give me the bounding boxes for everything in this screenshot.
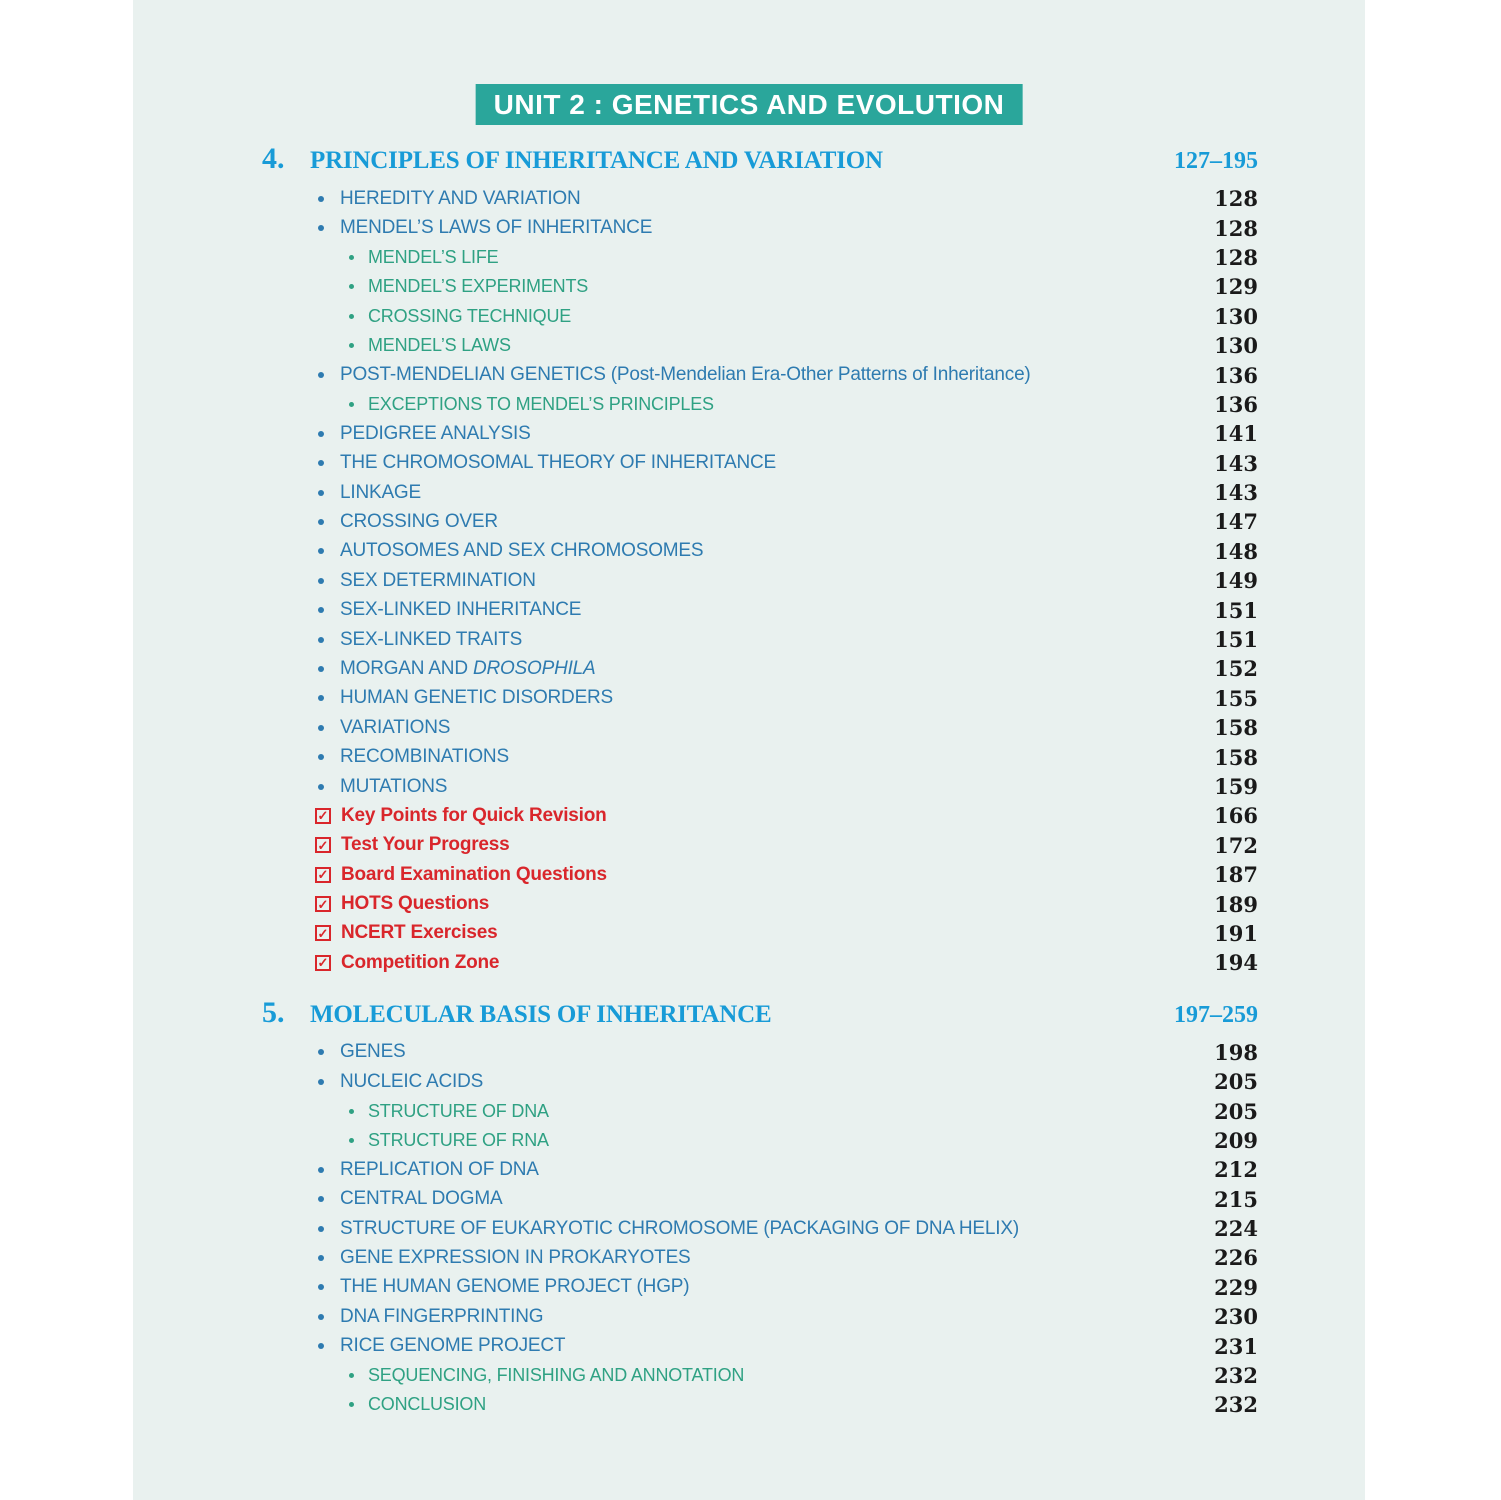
toc-row	[133, 948, 1365, 977]
toc-row-page: 209	[1214, 1127, 1258, 1153]
toc-row-page: 155	[1214, 685, 1258, 711]
toc-row-label: RICE GENOME PROJECT	[340, 1335, 566, 1357]
toc-row	[133, 1155, 1365, 1184]
toc-row	[133, 1038, 1365, 1067]
toc-row	[133, 625, 1365, 654]
toc-row	[133, 1214, 1365, 1243]
toc-row-label: Board Examination Questions	[341, 863, 607, 885]
toc-row-page: 128	[1214, 186, 1258, 212]
toc-row-label: Key Points for Quick Revision	[341, 804, 607, 826]
dot-bullet-icon	[318, 637, 324, 643]
dot-bullet-icon	[318, 725, 324, 731]
toc-row-page: 143	[1214, 450, 1258, 476]
toc-row-page: 187	[1214, 862, 1258, 888]
toc-row-page: 224	[1214, 1216, 1258, 1242]
dot-bullet-icon	[318, 666, 324, 672]
toc-row-label: NUCLEIC ACIDS	[340, 1070, 484, 1092]
checked-checkbox-icon: ✓	[315, 955, 331, 971]
toc-row-label: MENDEL’S EXPERIMENTS	[368, 276, 589, 297]
toc-row-label-italic: DROSOPHILA	[472, 657, 596, 679]
checked-checkbox-icon: ✓	[315, 837, 331, 853]
toc-row	[133, 184, 1365, 213]
toc-row	[133, 243, 1365, 272]
toc-row-page: 147	[1214, 509, 1258, 535]
unit-banner	[476, 84, 1023, 125]
toc-row	[133, 772, 1365, 801]
dot-bullet-icon	[318, 519, 324, 525]
checked-checkbox-icon: ✓	[315, 867, 331, 883]
toc-row-label: DNA FINGERPRINTING	[340, 1305, 544, 1327]
toc-row-page: 198	[1214, 1039, 1258, 1065]
chapter-page-range: 127–195	[1174, 148, 1258, 174]
dot-bullet-icon	[318, 460, 324, 466]
toc-row-label: HUMAN GENETIC DISORDERS	[340, 687, 614, 709]
toc-row	[133, 1185, 1365, 1214]
toc-row-page: 128	[1214, 244, 1258, 270]
toc-row-page: 194	[1214, 950, 1258, 976]
chapter-section	[133, 996, 1365, 1420]
toc-row	[133, 390, 1365, 419]
book-page	[133, 0, 1365, 1500]
toc-row-label: STRUCTURE OF DNA	[368, 1100, 549, 1121]
chapter-number: 5.	[262, 995, 285, 1029]
chapter-section	[133, 142, 1365, 978]
toc-row	[133, 595, 1365, 624]
toc-row-page: 231	[1214, 1333, 1258, 1359]
toc-row	[133, 1243, 1365, 1272]
toc-row-label: MENDEL’S LAWS	[368, 335, 511, 356]
toc-row-label: MUTATIONS	[340, 775, 448, 797]
toc-row-page: 226	[1214, 1245, 1258, 1271]
toc-row-page: 148	[1214, 538, 1258, 564]
toc-row	[133, 1302, 1365, 1331]
chapter-page-range: 197–259	[1174, 1001, 1258, 1028]
toc-row	[133, 566, 1365, 595]
toc-row	[133, 1126, 1365, 1155]
dot-bullet-icon	[349, 343, 354, 348]
toc-row	[133, 302, 1365, 331]
toc-row	[133, 713, 1365, 742]
toc-row-page: 136	[1214, 391, 1258, 417]
toc-row-label: STRUCTURE OF EUKARYOTIC CHROMOSOME (PACKAGING OF DNA HELIX)	[340, 1217, 1019, 1239]
toc-row-label: NCERT Exercises	[341, 922, 498, 944]
dot-bullet-icon	[349, 1109, 354, 1114]
toc-row-page: 151	[1214, 597, 1258, 623]
dot-bullet-icon	[318, 1167, 324, 1173]
toc-row	[133, 831, 1365, 860]
toc-row-label: AUTOSOMES AND SEX CHROMOSOMES	[340, 540, 704, 562]
dot-bullet-icon	[318, 578, 324, 584]
toc-row-page: 172	[1214, 832, 1258, 858]
toc-row-label: Test Your Progress	[341, 834, 510, 856]
dot-bullet-icon	[318, 1049, 324, 1055]
checked-checkbox-icon: ✓	[315, 896, 331, 912]
toc-row-page: 130	[1214, 303, 1258, 329]
toc-row-page: 189	[1214, 891, 1258, 917]
toc-row	[133, 1067, 1365, 1096]
toc-row-page: 136	[1214, 362, 1258, 388]
toc-row-label: GENE EXPRESSION IN PROKARYOTES	[340, 1246, 691, 1268]
toc-row	[133, 1273, 1365, 1302]
toc-row	[133, 801, 1365, 830]
dot-bullet-icon	[318, 1079, 324, 1085]
toc-row-page: 230	[1214, 1304, 1258, 1330]
toc-row-label: EXCEPTIONS TO MENDEL’S PRINCIPLES	[368, 393, 714, 414]
unit-banner-label: UNIT 2 : GENETICS AND EVOLUTION	[493, 88, 1005, 120]
dot-bullet-icon	[318, 1226, 324, 1232]
toc-row	[133, 478, 1365, 507]
toc-row-label: SEX DETERMINATION	[340, 569, 536, 591]
toc-row	[133, 1361, 1365, 1390]
chapter-title: PRINCIPLES OF INHERITANCE AND VARIATION	[310, 147, 883, 174]
dot-bullet-icon	[318, 1314, 324, 1320]
toc-row-page: 229	[1214, 1274, 1258, 1300]
toc-row-page: 158	[1214, 715, 1258, 741]
toc-row-page: 205	[1214, 1069, 1258, 1095]
dot-bullet-icon	[318, 372, 324, 378]
dot-bullet-icon	[349, 1402, 354, 1407]
toc-row	[133, 889, 1365, 918]
toc-row-label: THE HUMAN GENOME PROJECT (HGP)	[340, 1276, 690, 1298]
chapter-topic-list	[133, 1038, 1365, 1420]
toc-row-page: 143	[1214, 480, 1258, 506]
toc-row-label: SEQUENCING, FINISHING AND ANNOTATION	[368, 1365, 745, 1386]
toc-row	[133, 1331, 1365, 1360]
toc-row-page: 205	[1214, 1098, 1258, 1124]
dot-bullet-icon	[349, 314, 354, 319]
toc-row-label: GENES	[340, 1041, 406, 1063]
toc-row-page: 232	[1214, 1363, 1258, 1389]
dot-bullet-icon	[349, 284, 354, 289]
toc-row-label: HEREDITY AND VARIATION	[340, 187, 581, 209]
toc-row-page: 141	[1214, 421, 1258, 447]
toc-row-page: 215	[1214, 1186, 1258, 1212]
dot-bullet-icon	[318, 225, 324, 231]
toc-row-page: 191	[1214, 920, 1258, 946]
toc-row-label: VARIATIONS	[340, 716, 451, 738]
toc-row-label: REPLICATION OF DNA	[340, 1158, 539, 1180]
toc-row	[133, 272, 1365, 301]
toc-row-label: MORGAN AND DROSOPHILA	[340, 657, 596, 679]
toc-row-page: 129	[1214, 274, 1258, 300]
toc-row	[133, 507, 1365, 536]
toc-row	[133, 419, 1365, 448]
toc-row	[133, 919, 1365, 948]
dot-bullet-icon	[318, 754, 324, 760]
dot-bullet-icon	[318, 1255, 324, 1261]
chapter-header	[133, 996, 1365, 1030]
toc-row	[133, 1096, 1365, 1125]
toc-row-label: RECOMBINATIONS	[340, 746, 509, 768]
dot-bullet-icon	[318, 695, 324, 701]
toc-row-page: 158	[1214, 744, 1258, 770]
toc-row	[133, 1390, 1365, 1419]
toc-row-page: 232	[1214, 1392, 1258, 1418]
toc-row	[133, 213, 1365, 242]
toc-row-label: SEX-LINKED INHERITANCE	[340, 599, 582, 621]
toc-row-page: 166	[1214, 803, 1258, 829]
dot-bullet-icon	[318, 607, 324, 613]
toc-row-label: CROSSING TECHNIQUE	[368, 305, 572, 326]
chapter-topic-list	[133, 184, 1365, 978]
toc-row-label: MENDEL’S LAWS OF INHERITANCE	[340, 217, 653, 239]
toc-row-page: 212	[1214, 1157, 1258, 1183]
toc-row-label: CROSSING OVER	[340, 510, 498, 532]
toc-row	[133, 331, 1365, 360]
dot-bullet-icon	[349, 402, 354, 407]
dot-bullet-icon	[318, 1343, 324, 1349]
toc-row-label: CONCLUSION	[368, 1394, 487, 1415]
toc-row-page: 151	[1214, 627, 1258, 653]
dot-bullet-icon	[349, 1138, 354, 1143]
toc-row	[133, 860, 1365, 889]
dot-bullet-icon	[318, 548, 324, 554]
dot-bullet-icon	[349, 1373, 354, 1378]
chapter-title: MOLECULAR BASIS OF INHERITANCE	[310, 1000, 772, 1028]
checked-checkbox-icon: ✓	[315, 925, 331, 941]
checked-checkbox-icon: ✓	[315, 808, 331, 824]
chapter-header	[133, 142, 1365, 176]
toc-row	[133, 449, 1365, 478]
toc-row	[133, 684, 1365, 713]
toc-row	[133, 654, 1365, 683]
dot-bullet-icon	[318, 431, 324, 437]
toc-row-label: THE CHROMOSOMAL THEORY OF INHERITANCE	[340, 452, 776, 474]
table-of-contents	[133, 142, 1365, 1434]
toc-row-page: 130	[1214, 333, 1258, 359]
toc-row-label: PEDIGREE ANALYSIS	[340, 422, 531, 444]
toc-row	[133, 360, 1365, 389]
toc-row	[133, 537, 1365, 566]
toc-row-label: POST-MENDELIAN GENETICS (Post-Mendelian Era-Other Patterns of Inheritance)	[340, 364, 1031, 386]
chapter-number: 4.	[262, 142, 285, 175]
toc-row-page: 152	[1214, 656, 1258, 682]
dot-bullet-icon	[318, 490, 324, 496]
dot-bullet-icon	[318, 1196, 324, 1202]
toc-row-label: CENTRAL DOGMA	[340, 1188, 503, 1210]
dot-bullet-icon	[349, 255, 354, 260]
dot-bullet-icon	[318, 1284, 324, 1290]
toc-row-label: STRUCTURE OF RNA	[368, 1129, 549, 1150]
toc-row-label: LINKAGE	[340, 481, 421, 503]
toc-row-label: SEX-LINKED TRAITS	[340, 628, 523, 650]
toc-row-label: Competition Zone	[341, 951, 500, 973]
toc-row-label: MENDEL’S LIFE	[368, 246, 499, 267]
toc-row	[133, 742, 1365, 771]
dot-bullet-icon	[318, 196, 324, 202]
dot-bullet-icon	[318, 784, 324, 790]
toc-row-page: 149	[1214, 568, 1258, 594]
toc-row-page: 159	[1214, 774, 1258, 799]
toc-row-page: 128	[1214, 215, 1258, 241]
toc-row-label: HOTS Questions	[341, 893, 490, 915]
